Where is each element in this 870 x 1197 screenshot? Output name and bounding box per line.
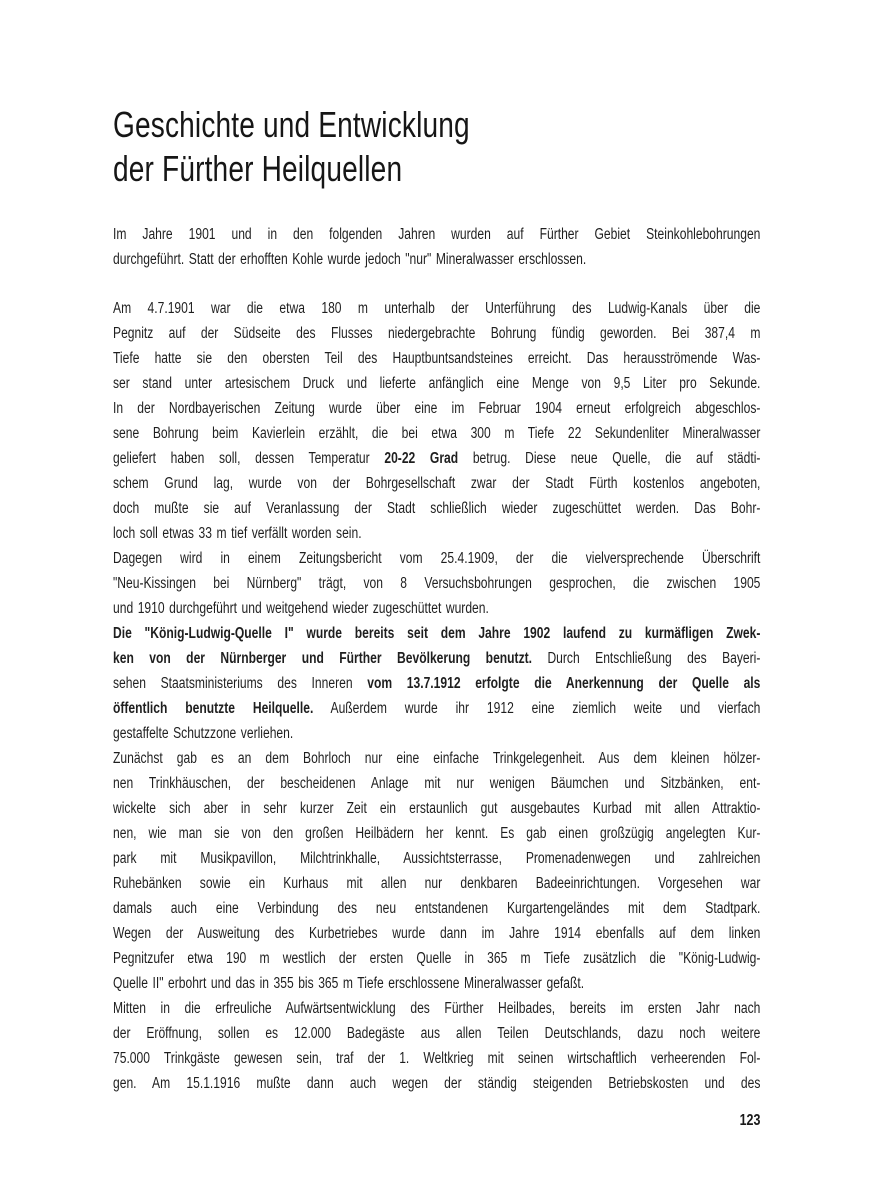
text-line [113, 621, 760, 646]
text-line [113, 247, 760, 272]
text-segment: 20-22 Grad [384, 450, 459, 467]
text-segment: öffentlich benutzte Heilquelle. [113, 700, 314, 717]
text-line [113, 946, 760, 971]
text-line [113, 921, 760, 946]
text-segment: park mit Musikpavillon, Milchtrinkhalle, Aussichtsterrasse, Promenadenwegen und zahlreichen [113, 850, 761, 867]
text-segment: ser stand unter artesischem Druck und lieferte anfänglich eine Menge von 9,5 Liter pro Sekunde. [113, 375, 761, 392]
text-line [113, 396, 760, 421]
page-title [113, 103, 760, 191]
text-segment: In der Nordbayerischen Zeitung wurde über eine im Februar 1904 erneut erfolgreich abgeschlos- [113, 400, 761, 417]
text-segment: Pegnitz auf der Südseite des Flusses niedergebrachte Bohrung fündig geworden. Bei 387,4 m [113, 325, 761, 342]
text-line [113, 346, 760, 371]
text-line [113, 721, 760, 746]
text-line [113, 471, 760, 496]
text-segment: vom 13.7.1912 erfolgte die Anerkennung der Quelle als [367, 675, 761, 692]
text-segment: loch soll etwas 33 m tief verfällt worden sein. [113, 525, 362, 542]
text-line [113, 371, 760, 396]
text-segment: schem Grund lag, wurde von der Bohrgesellschaft zwar der Stadt Fürth kostenlos angeboten, [113, 475, 761, 492]
text-line [113, 846, 760, 871]
text-segment: durchgeführt. Statt der erhofften Kohle wurde jedoch "nur" Mineralwasser erschlossen. [113, 251, 587, 268]
text-segment: der Eröffnung, sollen es 12.000 Badegäste aus allen Teilen Deutschlands, dazu noch weitere [113, 1025, 761, 1042]
text-segment: ken von der Nürnberger und Fürther Bevölkerung benutzt. [113, 650, 533, 667]
page-title-line-1: Geschichte und Entwicklung [113, 104, 470, 145]
page [113, 0, 760, 1130]
text-line [113, 821, 760, 846]
text-segment: gestaffelte Schutzzone verliehen. [113, 725, 294, 742]
text-segment: "Neu-Kissingen bei Nürnberg" trägt, von 8 Versuchsbohrungen gesprochen, die zwischen 1905 [113, 575, 761, 592]
text-line [113, 1046, 760, 1071]
text-segment: Quelle II" erbohrt und das in 355 bis 365 m Tiefe erschlossene Mineralwasser gefaßt. [113, 975, 585, 992]
text-line [113, 996, 760, 1021]
text-segment: Außerdem wurde ihr 1912 eine ziemlich weite und vierfach [313, 700, 761, 717]
text-segment: geliefert haben soll, dessen Temperatur [113, 450, 385, 467]
text-segment: Zunächst gab es an dem Bohrloch nur eine einfache Trinkgelegenheit. Aus dem kleinen hölzer- [113, 750, 761, 767]
text-segment: und 1910 durchgeführt und weitgehend wieder zugeschüttet wurden. [113, 600, 489, 617]
text-line [113, 446, 760, 471]
text-segment: sehen Staatsministeriums des Inneren [113, 675, 368, 692]
text-line [113, 771, 760, 796]
text-line [113, 596, 760, 621]
text-segment: Durch Entschließung des Bayeri- [532, 650, 761, 667]
text-segment: Mitten in die erfreuliche Aufwärtsentwicklung des Fürther Heilbades, bereits im ersten Jahr nach [113, 1000, 761, 1017]
text-segment: doch mußte sie auf Veranlassung der Stadt schließlich wieder zugeschüttet werden. Das Bohr- [113, 500, 761, 517]
text-segment: Wegen der Ausweitung des Kurbetriebes wurde dann im Jahre 1914 ebenfalls auf dem linken [113, 925, 761, 942]
text-segment: Die "König-Ludwig-Quelle I" wurde bereits seit dem Jahre 1902 laufend zu kurmäfligen Zwek- [113, 625, 761, 642]
text-line [113, 1071, 760, 1096]
text-line [113, 871, 760, 896]
text-line [113, 321, 760, 346]
text-line [113, 222, 760, 247]
text-line [113, 671, 760, 696]
text-segment: gen. Am 15.1.1916 mußte dann auch wegen der ständig steigenden Betriebskosten und des [113, 1075, 761, 1092]
document-body [113, 222, 760, 1096]
text-line [113, 971, 760, 996]
text-line [113, 746, 760, 771]
text-segment: 75.000 Trinkgäste gewesen sein, traf der 1. Weltkrieg mit seinen wirtschaftlich verheerenden Fol- [113, 1050, 761, 1067]
page-number: 123 [739, 1112, 761, 1129]
text-line [113, 421, 760, 446]
text-segment: wickelte sich aber in sehr kurzer Zeit ein erstaunlich gut ausgebautes Kurbad mit allen Attraktio- [113, 800, 761, 817]
page-title-line-2: der Fürther Heilquellen [113, 148, 403, 189]
text-segment: damals auch eine Verbindung des neu entstandenen Kurgartengeländes mit dem Stadtpark. [113, 900, 761, 917]
text-line [113, 546, 760, 571]
text-segment: Dagegen wird in einem Zeitungsbericht vom 25.4.1909, der die vielversprechende Überschrift [113, 550, 761, 567]
text-segment: sene Bohrung beim Kavierlein erzählt, die bei etwa 300 m Tiefe 22 Sekundenliter Mineralwasser [113, 425, 761, 442]
text-line [113, 896, 760, 921]
text-segment: Am 4.7.1901 war die etwa 180 m unterhalb der Unterführung des Ludwig-Kanals über die [113, 300, 761, 317]
text-line [113, 296, 760, 321]
text-line [113, 496, 760, 521]
text-segment: nen Trinkhäuschen, der bescheidenen Anlage mit nur wenigen Bäumchen und Sitzbänken, ent- [113, 775, 761, 792]
text-segment: Im Jahre 1901 und in den folgenden Jahren wurden auf Fürther Gebiet Steinkohlebohrungen [113, 226, 761, 243]
text-line [113, 796, 760, 821]
text-line [113, 521, 760, 546]
text-line [113, 571, 760, 596]
text-segment: betrug. Diese neue Quelle, die auf städti- [458, 450, 761, 467]
text-segment: Ruhebänken sowie ein Kurhaus mit allen nur denkbaren Badeeinrichtungen. Vorgesehen war [113, 875, 761, 892]
text-segment: Tiefe hatte sie den obersten Teil des Hauptbuntsandsteines erreicht. Das herausströmende Was- [113, 350, 761, 367]
text-line [113, 1021, 760, 1046]
text-line [113, 696, 760, 721]
text-segment: nen, wie man sie von den großen Heilbädern her kennt. Es gab einen großzügig angelegten Kur- [113, 825, 761, 842]
text-line [113, 646, 760, 671]
text-segment: Pegnitzufer etwa 190 m westlich der ersten Quelle in 365 m Tiefe zusätzlich die "König-Ludwig- [113, 950, 761, 967]
